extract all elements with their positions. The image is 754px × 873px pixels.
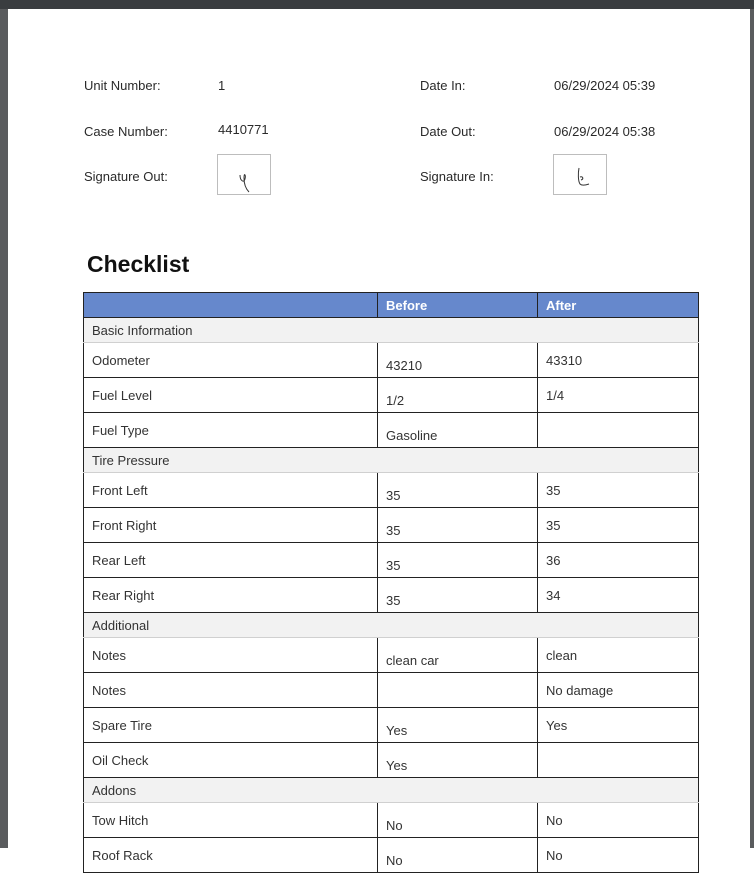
row-after xyxy=(538,743,699,778)
row-before: 1/2 xyxy=(378,378,538,413)
table-row xyxy=(84,638,699,673)
date-out-label: Date Out: xyxy=(420,124,476,139)
table-row xyxy=(84,803,699,838)
row-before: clean car xyxy=(378,638,538,673)
row-after: 35 xyxy=(538,473,699,508)
header-before: Before xyxy=(378,293,538,318)
row-label: Front Left xyxy=(84,473,378,508)
row-label: Front Right xyxy=(84,508,378,543)
table-row xyxy=(84,343,699,378)
row-label: Odometer xyxy=(84,343,378,378)
row-before: Gasoline xyxy=(378,413,538,448)
row-after: clean xyxy=(538,638,699,673)
row-before xyxy=(378,673,538,708)
viewer-right-frame xyxy=(750,9,754,848)
row-before: No xyxy=(378,838,538,873)
row-label: Rear Right xyxy=(84,578,378,613)
row-after: 34 xyxy=(538,578,699,613)
row-before: 35 xyxy=(378,578,538,613)
table-row xyxy=(84,473,699,508)
row-before: 43210 xyxy=(378,343,538,378)
checklist-table xyxy=(83,292,699,873)
row-label: Rear Left xyxy=(84,543,378,578)
viewer-top-frame xyxy=(0,0,754,9)
row-before: No xyxy=(378,803,538,838)
row-label: Roof Rack xyxy=(84,838,378,873)
header-after: After xyxy=(538,293,699,318)
table-row xyxy=(84,673,699,708)
signature-in-image xyxy=(553,154,607,195)
row-before: 35 xyxy=(378,473,538,508)
signature-out-label: Signature Out: xyxy=(84,169,168,184)
row-label: Notes xyxy=(84,673,378,708)
group-row-tire-pressure xyxy=(84,448,699,473)
unit-number-value: 1 xyxy=(218,78,226,93)
row-label: Tow Hitch xyxy=(84,803,378,838)
group-row-basic-information xyxy=(84,318,699,343)
date-in-value: 06/29/2024 05:39 xyxy=(554,78,656,93)
group-label: Additional xyxy=(84,613,699,638)
group-row-additional xyxy=(84,613,699,638)
table-row xyxy=(84,743,699,778)
row-before: 35 xyxy=(378,508,538,543)
document-page xyxy=(8,9,750,868)
row-after: Yes xyxy=(538,708,699,743)
row-label: Fuel Type xyxy=(84,413,378,448)
unit-number-label: Unit Number: xyxy=(84,78,161,93)
group-label: Basic Information xyxy=(84,318,699,343)
row-after: No damage xyxy=(538,673,699,708)
row-before: Yes xyxy=(378,743,538,778)
row-label: Fuel Level xyxy=(84,378,378,413)
table-row xyxy=(84,413,699,448)
row-after: 1/4 xyxy=(538,378,699,413)
row-after: No xyxy=(538,838,699,873)
row-label: Notes xyxy=(84,638,378,673)
group-label: Addons xyxy=(84,778,699,803)
row-before: Yes xyxy=(378,708,538,743)
table-row xyxy=(84,378,699,413)
group-row-addons xyxy=(84,778,699,803)
signature-in-label: Signature In: xyxy=(420,169,494,184)
date-in-label: Date In: xyxy=(420,78,466,93)
row-before: 35 xyxy=(378,543,538,578)
header-blank xyxy=(84,293,378,318)
row-after xyxy=(538,413,699,448)
date-out-value: 06/29/2024 05:38 xyxy=(554,124,656,139)
case-number-label: Case Number: xyxy=(84,124,168,139)
group-label: Tire Pressure xyxy=(84,448,699,473)
signature-out-image xyxy=(217,154,271,195)
row-after: 43310 xyxy=(538,343,699,378)
row-after: 36 xyxy=(538,543,699,578)
table-row xyxy=(84,838,699,873)
row-label: Spare Tire xyxy=(84,708,378,743)
table-row xyxy=(84,508,699,543)
table-row xyxy=(84,708,699,743)
row-after: No xyxy=(538,803,699,838)
table-header-row xyxy=(84,293,699,318)
row-after: 35 xyxy=(538,508,699,543)
viewer-left-frame xyxy=(0,9,8,848)
checklist-title: Checklist xyxy=(87,251,190,277)
table-row xyxy=(84,543,699,578)
row-label: Oil Check xyxy=(84,743,378,778)
case-number-value: 4410771 xyxy=(218,122,269,137)
table-row xyxy=(84,578,699,613)
